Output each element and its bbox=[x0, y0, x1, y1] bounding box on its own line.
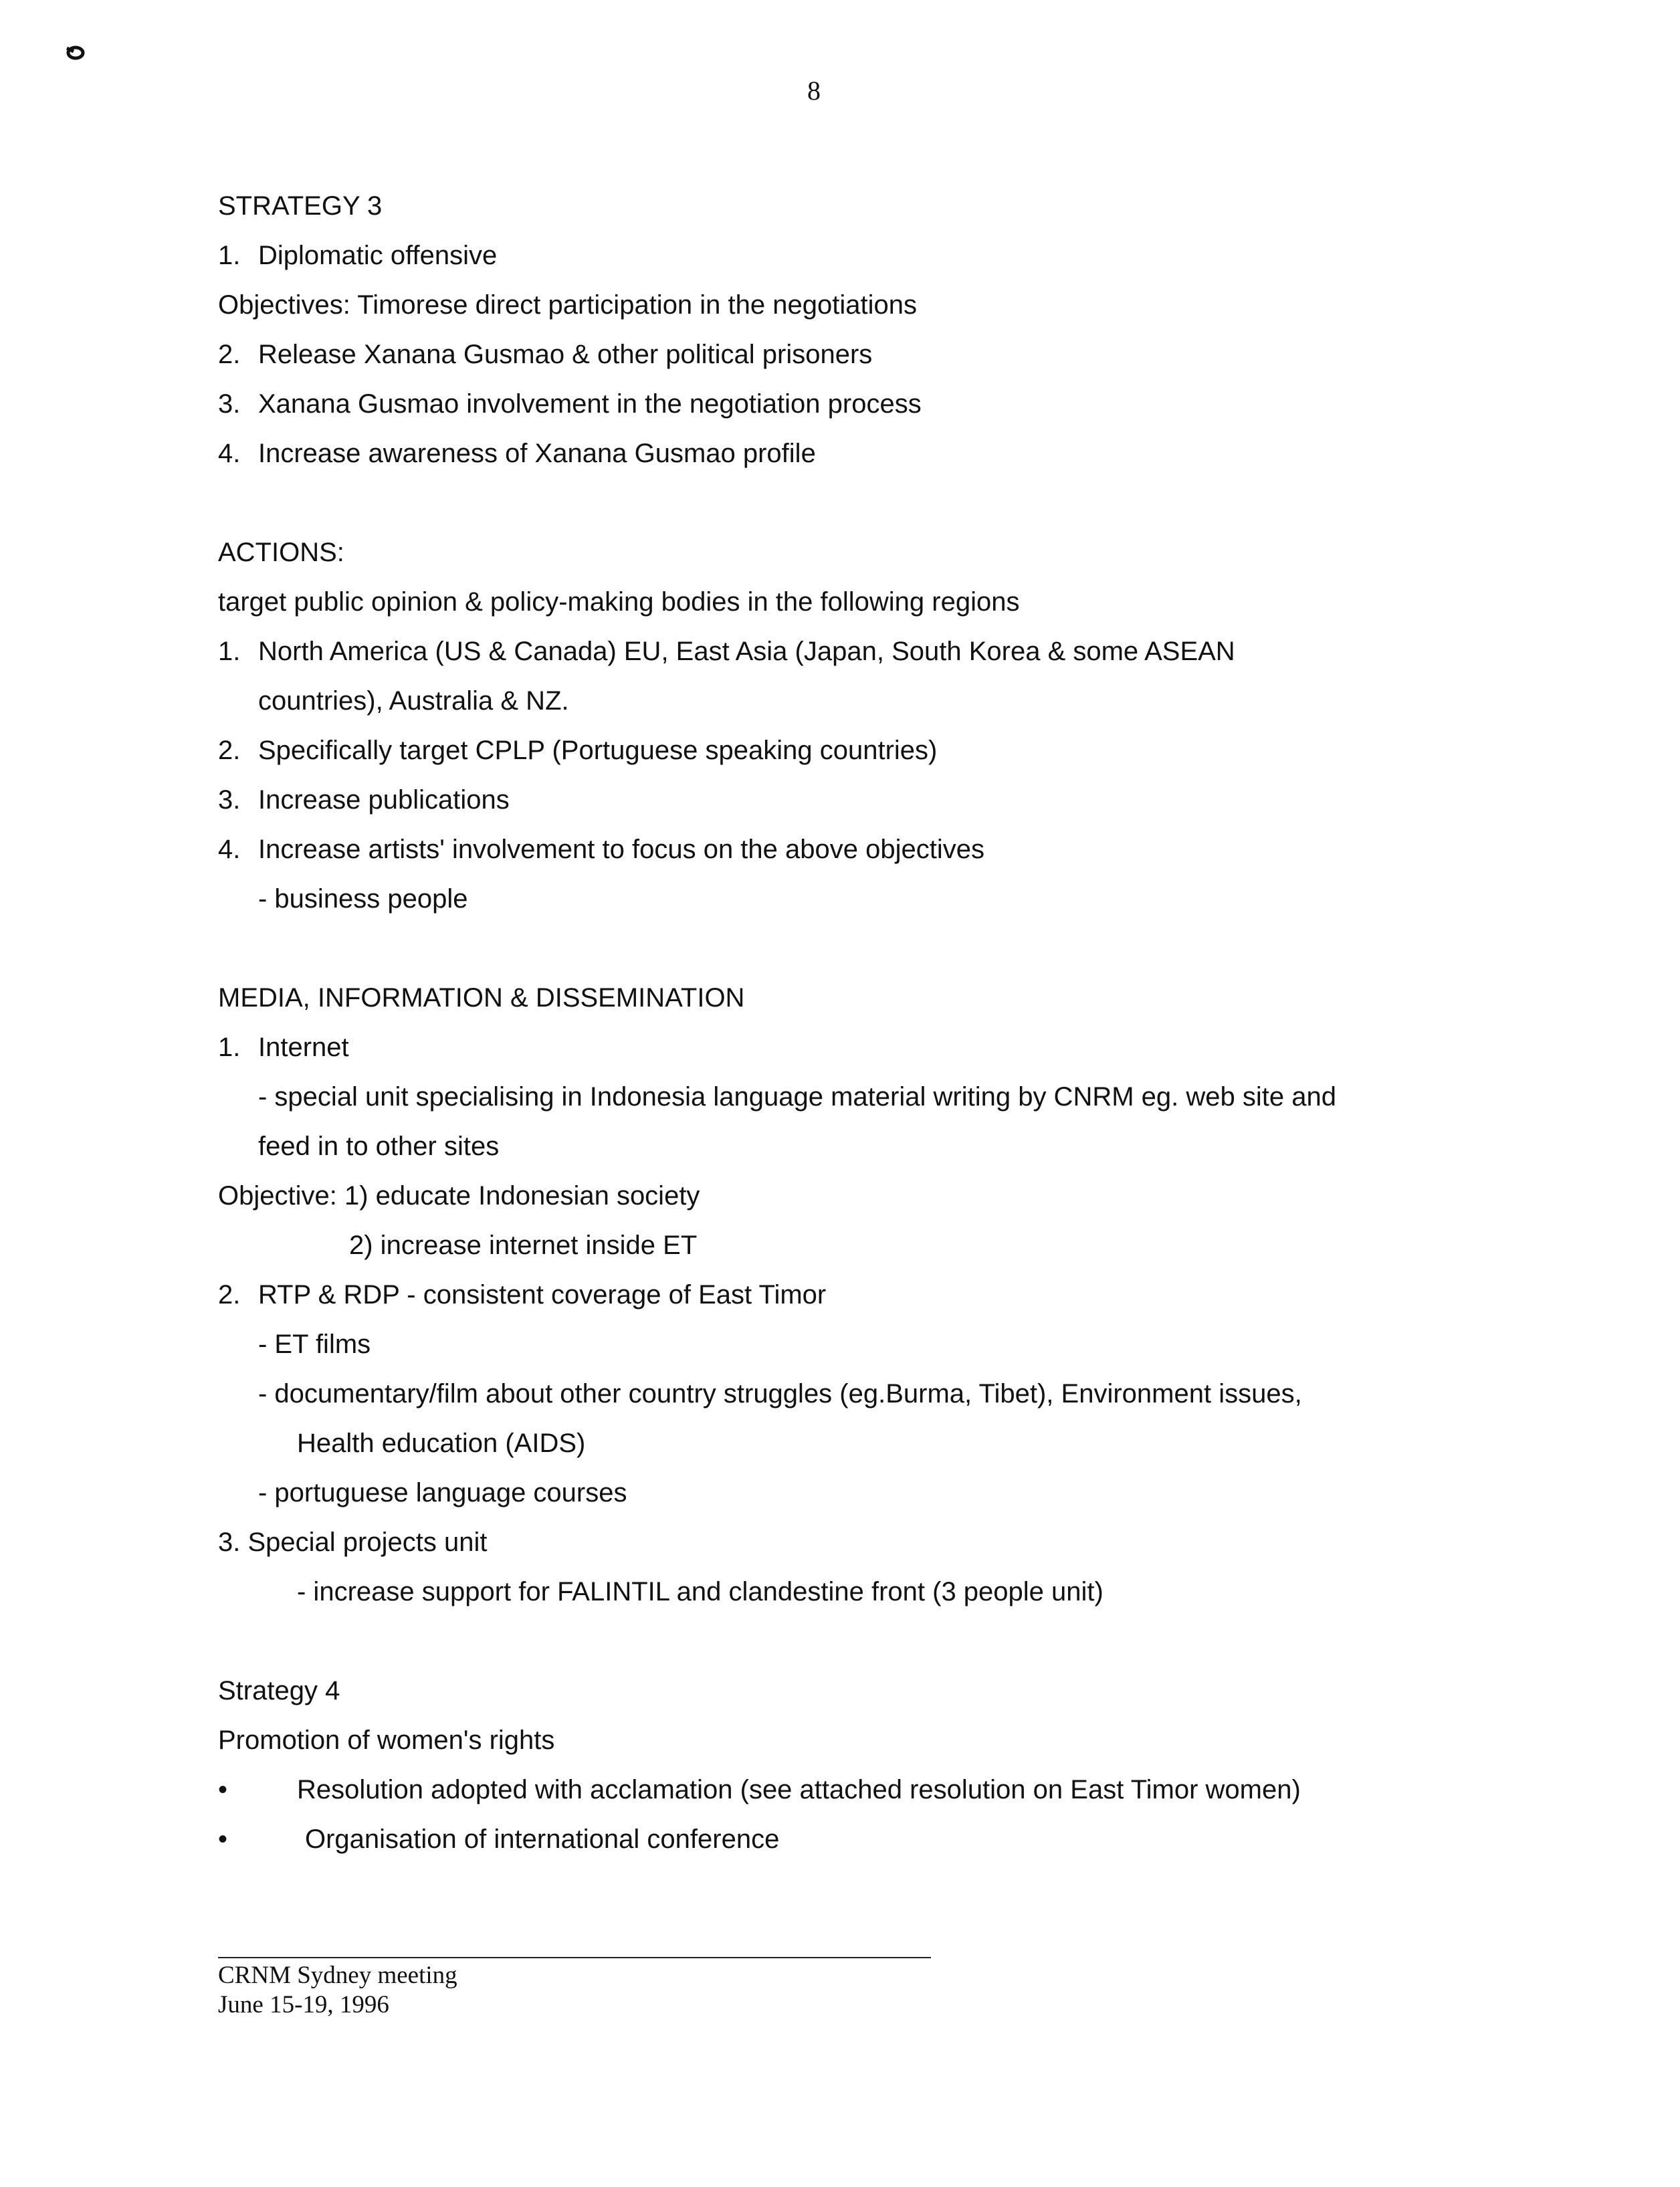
media-subitem-continued: Health education (AIDS) bbox=[297, 1429, 586, 1458]
media-item-text: 3. Special projects unit bbox=[218, 1528, 488, 1557]
actions-item-text: North America (US & Canada) EU, East Asia (Japan, South Korea & some ASEAN bbox=[258, 637, 1235, 666]
bullet-item: Organisation of international conference bbox=[305, 1825, 780, 1854]
strategy3-item-text: Release Xanana Gusmao & other political prisoners bbox=[258, 340, 873, 369]
strategy3-item-text: Diplomatic offensive bbox=[258, 241, 498, 270]
media-item-number: 1. bbox=[218, 1033, 241, 1062]
media-subitem: - ET films bbox=[258, 1330, 371, 1359]
media-objective-continued: 2) increase internet inside ET bbox=[349, 1231, 698, 1260]
actions-item-text: Increase publications bbox=[258, 785, 510, 815]
bullet-item: Resolution adopted with acclamation (see attached resolution on East Timor women) bbox=[297, 1775, 1301, 1804]
media-objective: Objective: 1) educate Indonesian society bbox=[218, 1181, 700, 1211]
media-heading: MEDIA, INFORMATION & DISSEMINATION bbox=[218, 983, 745, 1013]
media-item-text: Internet bbox=[258, 1033, 349, 1062]
strategy3-item-number: 3. bbox=[218, 389, 241, 419]
footer-rule bbox=[218, 1957, 931, 1958]
media-subitem: - portuguese language courses bbox=[258, 1478, 627, 1507]
media-item-number: 2. bbox=[218, 1280, 241, 1310]
scan-mark-icon bbox=[64, 44, 87, 62]
media-subitem: - increase support for FALINTIL and clandestine front (3 people unit) bbox=[297, 1577, 1104, 1606]
strategy3-item-text: Xanana Gusmao involvement in the negotiation process bbox=[258, 389, 922, 419]
strategy3-item-number: 2. bbox=[218, 340, 241, 369]
media-item-text: RTP & RDP - consistent coverage of East Timor bbox=[258, 1280, 827, 1310]
strategy3-item-number: 4. bbox=[218, 439, 241, 468]
bullet-icon: • bbox=[218, 1775, 228, 1804]
strategy3-objectives: Objectives: Timorese direct participation in the negotiations bbox=[218, 290, 917, 320]
actions-intro: target public opinion & policy-making bodies in the following regions bbox=[218, 587, 1020, 617]
actions-heading: ACTIONS: bbox=[218, 538, 344, 567]
footer-meeting: CRNM Sydney meeting bbox=[218, 1962, 457, 1989]
strategy4-heading: Strategy 4 bbox=[218, 1676, 340, 1705]
actions-item-text: Specifically target CPLP (Portuguese speaking countries) bbox=[258, 736, 938, 765]
actions-item-text-continued: countries), Australia & NZ. bbox=[258, 686, 569, 716]
footer-date: June 15-19, 1996 bbox=[218, 1991, 389, 2018]
media-subitem: - special unit specialising in Indonesia language material writing by CNRM eg. web site and bbox=[258, 1082, 1336, 1112]
actions-subitem: - business people bbox=[258, 884, 468, 914]
page-number: 8 bbox=[807, 76, 821, 106]
strategy4-subheading: Promotion of women's rights bbox=[218, 1726, 555, 1755]
actions-item-number: 2. bbox=[218, 736, 241, 765]
actions-item-number: 3. bbox=[218, 785, 241, 815]
bullet-icon: • bbox=[218, 1825, 228, 1854]
actions-item-text: Increase artists' involvement to focus on the above objectives bbox=[258, 835, 984, 864]
strategy3-item-text: Increase awareness of Xanana Gusmao profile bbox=[258, 439, 816, 468]
actions-item-number: 4. bbox=[218, 835, 241, 864]
media-subitem: - documentary/film about other country struggles (eg.Burma, Tibet), Environment issues, bbox=[258, 1379, 1302, 1409]
actions-item-number: 1. bbox=[218, 637, 241, 666]
media-subitem-continued: feed in to other sites bbox=[258, 1132, 500, 1161]
strategy3-heading: STRATEGY 3 bbox=[218, 191, 383, 221]
strategy3-item-number: 1. bbox=[218, 241, 241, 270]
